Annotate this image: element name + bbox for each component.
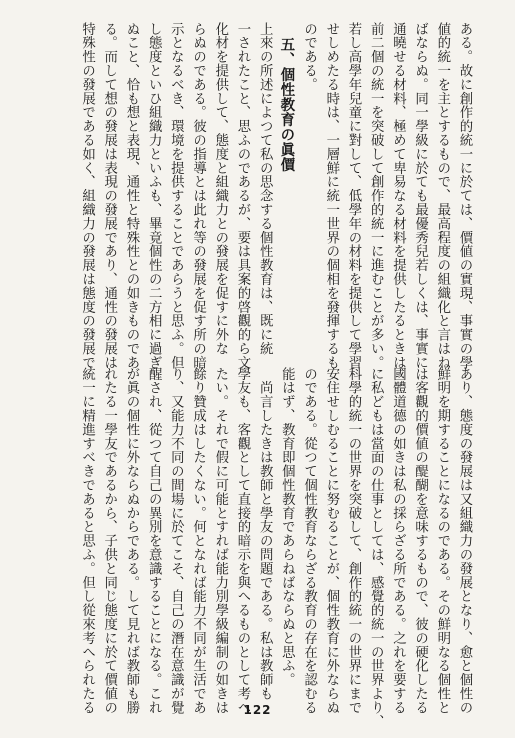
text-column: 通曉せる材料、極めて卑易なる材料を提供したるときは xyxy=(390,22,406,370)
text-column: 醒され、從つて自己の異別を意識することになる。これ xyxy=(146,367,162,715)
text-column: 化材を提供して、態度と組織力との發展を促すに外な xyxy=(212,22,228,356)
text-column: に私どもは當面の仕事としては、感覺的統一の世界より、 xyxy=(368,367,384,729)
text-column: 特殊性の發展である如く、組織力の發展は態度の發展で xyxy=(79,22,95,370)
text-column: り、又能力不同の間場に於てこそ、自己の潛在意識が覺 xyxy=(168,367,184,715)
text-column: は客觀的價値の醍醐を意味するもので、彼の硬化したる xyxy=(412,367,428,715)
text-column: れたる一學友であるから、子供と同じ態度に於て價値の xyxy=(101,367,117,715)
text-column: 餘り贊成はしたくない。何となれば能力不同が生活であ xyxy=(190,367,206,715)
text-column: らぬのである。彼の指導とは此れ等の發展を促す所の暗 xyxy=(190,22,206,370)
text-column: が眞の個性に外ならぬからである。して見れば教師も勝 xyxy=(123,367,139,715)
text-column: あり、態度の發展は又組織力の發展となり、愈と個性の xyxy=(457,367,472,715)
text-column: たい。それで假に可能とすれば能力別學級編制の如きは xyxy=(212,367,228,715)
text-column: し態度といひ組織力といふも、畢竟個性の二方相に過ぎ xyxy=(146,22,162,370)
text-column: 上來の所述によつて私の思念する個性教育は、既に統 xyxy=(257,22,273,356)
text-column: 前二個の統一を突破して創作的統一に進むことが多い。 xyxy=(368,22,384,370)
text-column: ぬこと、恰も想と表現、通性と特殊性との如きものであ xyxy=(123,22,139,370)
text-column: 能はず、教育即個性教育であらねばならぬと思ふ。 xyxy=(279,367,295,687)
text-column: 學友も、客觀として直接的暗示を與へるものとして考へ xyxy=(234,367,250,715)
page-number: 122 xyxy=(243,703,272,717)
text-column: る。而して想の發展は表現の發展であり、通性の發展は xyxy=(101,22,117,370)
text-column: のである。從つて個性教育ならざる教育の存在を認むる xyxy=(301,367,317,715)
text-column: 統一に精進すべきであると思ふ。但し從來考へられたる xyxy=(79,367,95,715)
text-column: 値的統一を主とするもので、最高程度の組織化と言はね xyxy=(434,22,450,370)
text-column: ある。故に創作的統一に於ては、價値の實現、事實の學 xyxy=(457,22,472,370)
text-column: 一されたこと、思ふのであるが、要は具案的啓觀的ら文 xyxy=(234,22,250,370)
text-column: ばならぬ。同一學級に於ても最優秀兒若しくは、事實に xyxy=(412,22,428,370)
upper-text-block xyxy=(75,22,475,370)
text-column: 科學的統一の世界を突破して、創作的統一の世界にまで xyxy=(345,367,361,715)
text-column: のである。 xyxy=(301,22,317,92)
text-column: 尚言したきは教師と學友の問題である。私は教師も xyxy=(257,367,273,701)
text-column: 安住せしむることに努むることが、個性教育に外ならぬ xyxy=(323,367,339,715)
text-column: 國體道德の如きは私の採らざる所である。之れを要する xyxy=(390,367,406,715)
text-column: 若し高學年兒童に對して、低學年の材料を提供して學習 xyxy=(345,22,361,370)
text-column: せしめたる時は、一層鮮に統一世界の個相を發揮するも xyxy=(323,22,339,370)
section-heading: 五、個性教育の眞價 xyxy=(278,22,296,172)
text-column: 示となるべき、環境を提供することであらうと思ふ。但 xyxy=(168,22,184,370)
text-column: 鮮明を期することになるのである。その鮮明なる個性と xyxy=(434,367,450,715)
